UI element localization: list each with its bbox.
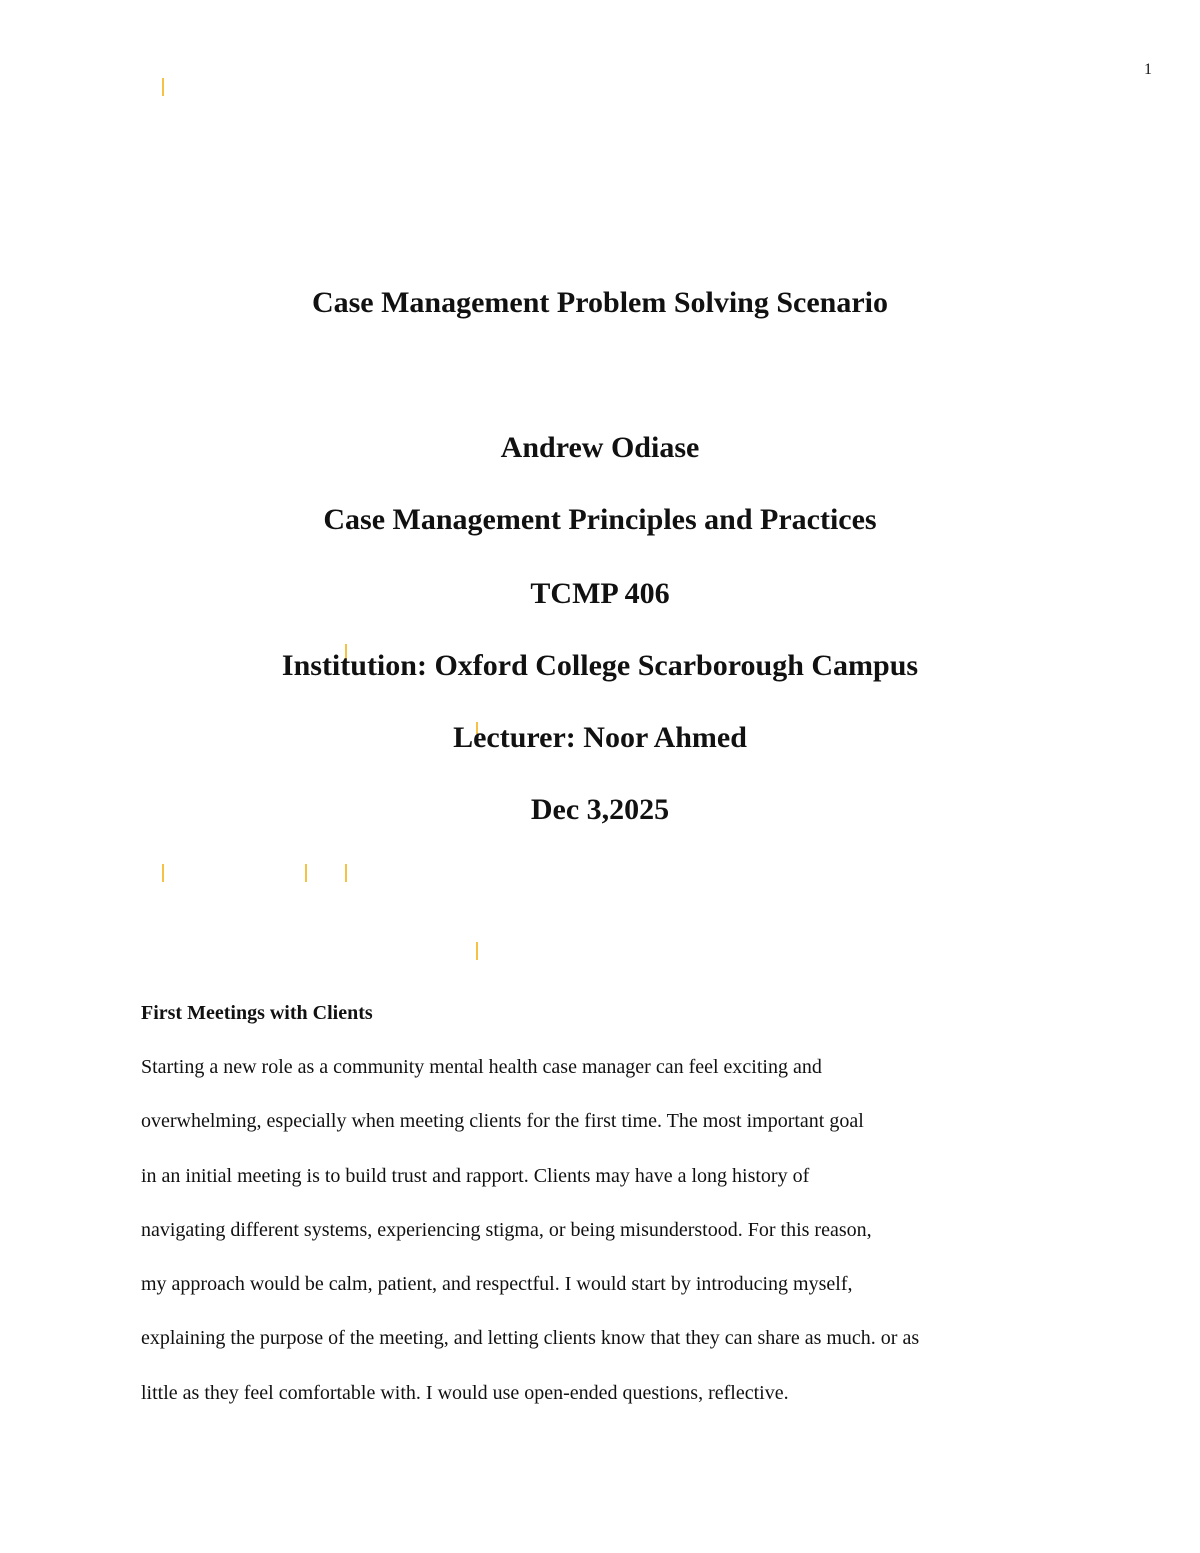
revision-marker (162, 864, 164, 882)
body-line: in an initial meeting is to build trust and rapport. Clients may have a long history of (141, 1164, 810, 1187)
revision-marker (345, 864, 347, 882)
body-line: overwhelming, especially when meeting clients for the first time. The most important goal (141, 1110, 864, 1133)
institution: Institution: Oxford College Scarborough Campus (281, 649, 919, 682)
document-title: Case Management Problem Solving Scenario (311, 286, 889, 319)
course-name: Case Management Principles and Practices (323, 503, 877, 536)
submission-date: Dec 3,2025 (530, 793, 670, 826)
page-number: 1 (1144, 61, 1152, 78)
body-line: little as they feel comfortable with. I would use open-ended questions, reflective. (141, 1381, 789, 1404)
revision-marker (476, 942, 478, 960)
body-line: navigating different systems, experiencing stigma, or being misunderstood. For this reason, (141, 1218, 872, 1241)
revision-marker (305, 864, 307, 882)
body-line: my approach would be calm, patient, and respectful. I would start by introducing myself, (141, 1273, 853, 1296)
course-code: TCMP 406 (530, 577, 670, 610)
lecturer: Lecturer: Noor Ahmed (453, 721, 747, 754)
author-name: Andrew Odiase (500, 431, 700, 464)
section-heading: First Meetings with Clients (141, 1002, 373, 1024)
body-line: explaining the purpose of the meeting, and letting clients know that they can share as much. or as (141, 1327, 920, 1350)
revision-marker (162, 78, 164, 96)
body-line: Starting a new role as a community mental health case manager can feel exciting and (141, 1056, 822, 1078)
body-paragraph (141, 1052, 1101, 1432)
